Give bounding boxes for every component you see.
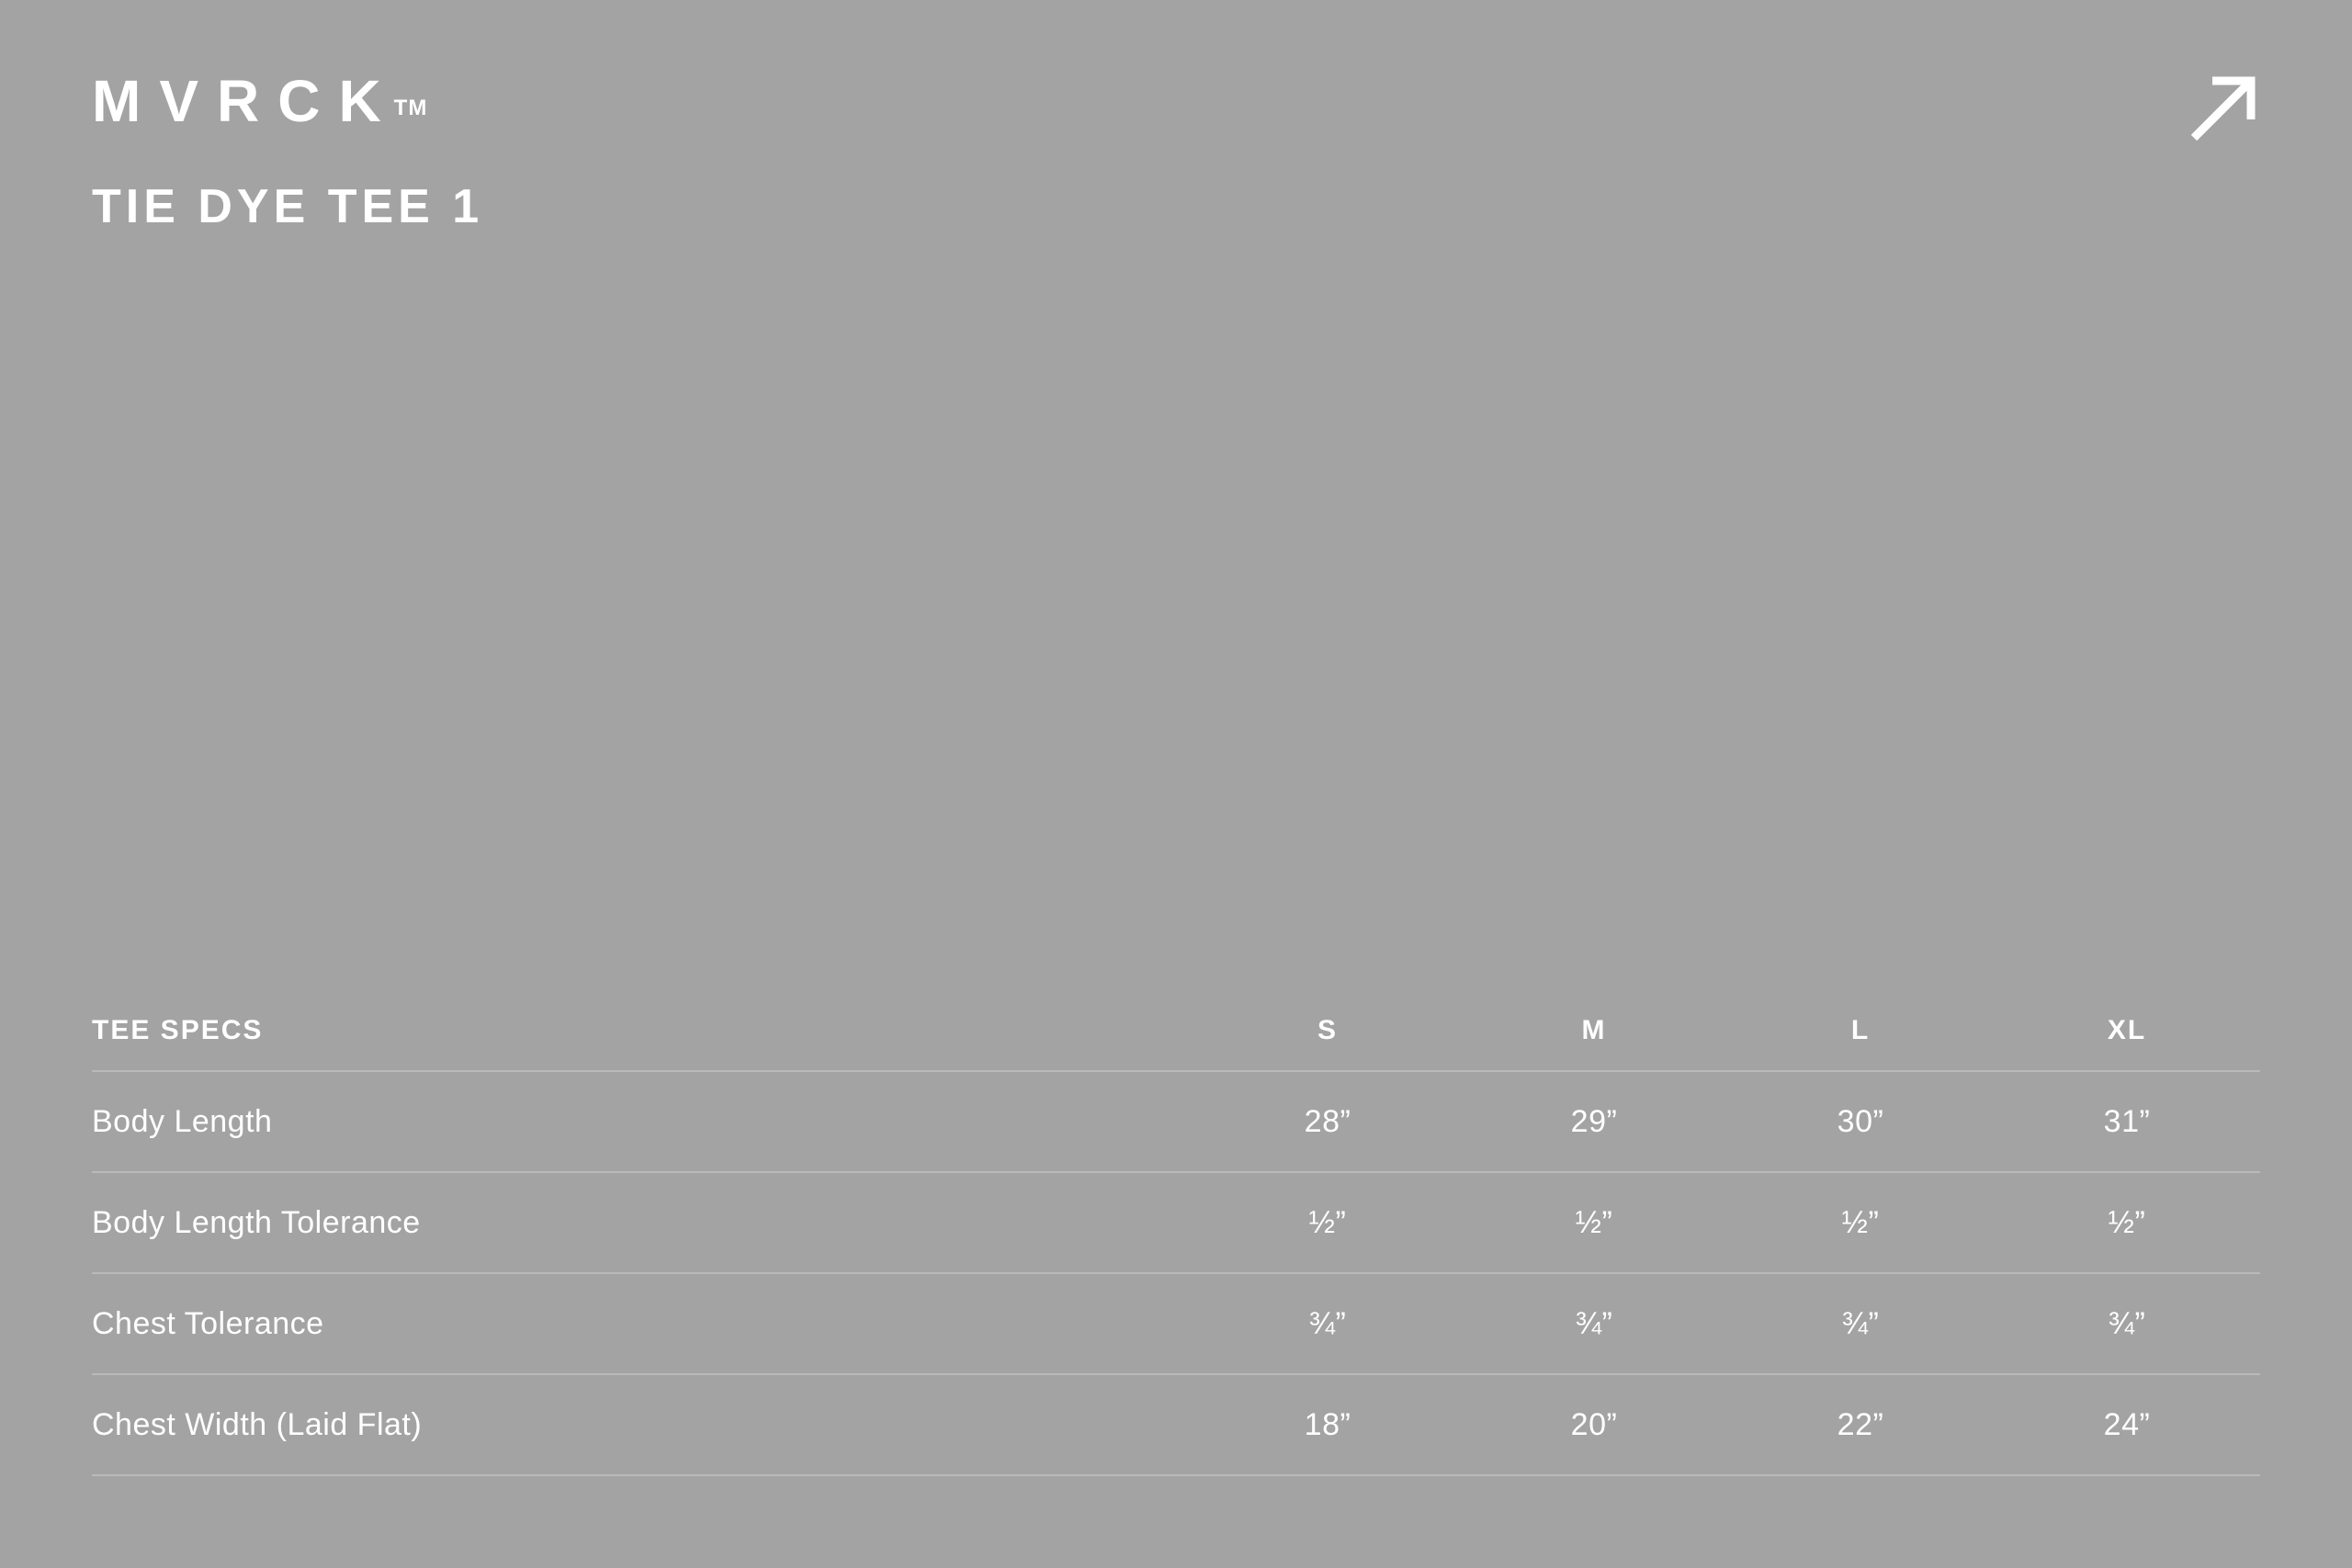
spec-value-xl: 24”	[2103, 1406, 2151, 1442]
brand-row	[92, 68, 2260, 145]
spec-value-l: ½”	[1841, 1204, 1880, 1240]
spec-value-m: 20”	[1570, 1406, 1618, 1442]
brand-wordmark: MVRCK	[92, 68, 400, 134]
page-title: TIE DYE TEE 1	[92, 180, 484, 233]
spec-value-xl: 31”	[2103, 1103, 2151, 1139]
card-header	[92, 68, 2260, 255]
spec-table-body	[92, 1071, 2260, 1475]
table-row	[92, 1172, 2260, 1273]
table-row	[92, 1273, 2260, 1374]
spec-table-size-header-m: M	[1581, 1015, 1607, 1045]
spec-table-size-header-s: S	[1317, 1015, 1338, 1045]
spec-value-xl: ½”	[2108, 1204, 2146, 1240]
spec-value-s: ¾”	[1308, 1305, 1347, 1341]
spec-row-label: Body Length Tolerance	[92, 1204, 421, 1240]
spec-value-l: 30”	[1837, 1103, 1884, 1139]
spec-table	[92, 1015, 2260, 1476]
arrow-up-right-icon[interactable]	[2187, 72, 2260, 145]
table-row	[92, 1071, 2260, 1172]
brand-lockup	[92, 68, 428, 134]
spec-table-size-header-l: L	[1850, 1015, 1871, 1045]
spec-value-s: 28”	[1304, 1103, 1351, 1139]
spec-value-m: ½”	[1575, 1204, 1613, 1240]
spec-value-s: 18”	[1304, 1406, 1351, 1442]
trademark-mark: TM	[393, 96, 428, 120]
spec-table-head	[92, 1015, 2260, 1071]
spec-row-label: Chest Width (Laid Flat)	[92, 1406, 423, 1442]
spec-value-l: ¾”	[1841, 1305, 1880, 1341]
spec-row-label: Chest Tolerance	[92, 1305, 324, 1341]
spec-row-label: Body Length	[92, 1103, 273, 1139]
spec-table-size-header-xl: XL	[2107, 1015, 2147, 1045]
spec-value-xl: ¾”	[2108, 1305, 2146, 1341]
spec-table-wrapper	[92, 1015, 2260, 1476]
spec-value-m: 29”	[1570, 1103, 1618, 1139]
spec-value-m: ¾”	[1575, 1305, 1613, 1341]
spec-table-label-header: TEE SPECS	[92, 1015, 264, 1045]
table-header-row	[92, 1015, 2260, 1071]
spec-value-l: 22”	[1837, 1406, 1884, 1442]
spec-value-s: ½”	[1308, 1204, 1347, 1240]
table-row	[92, 1374, 2260, 1475]
